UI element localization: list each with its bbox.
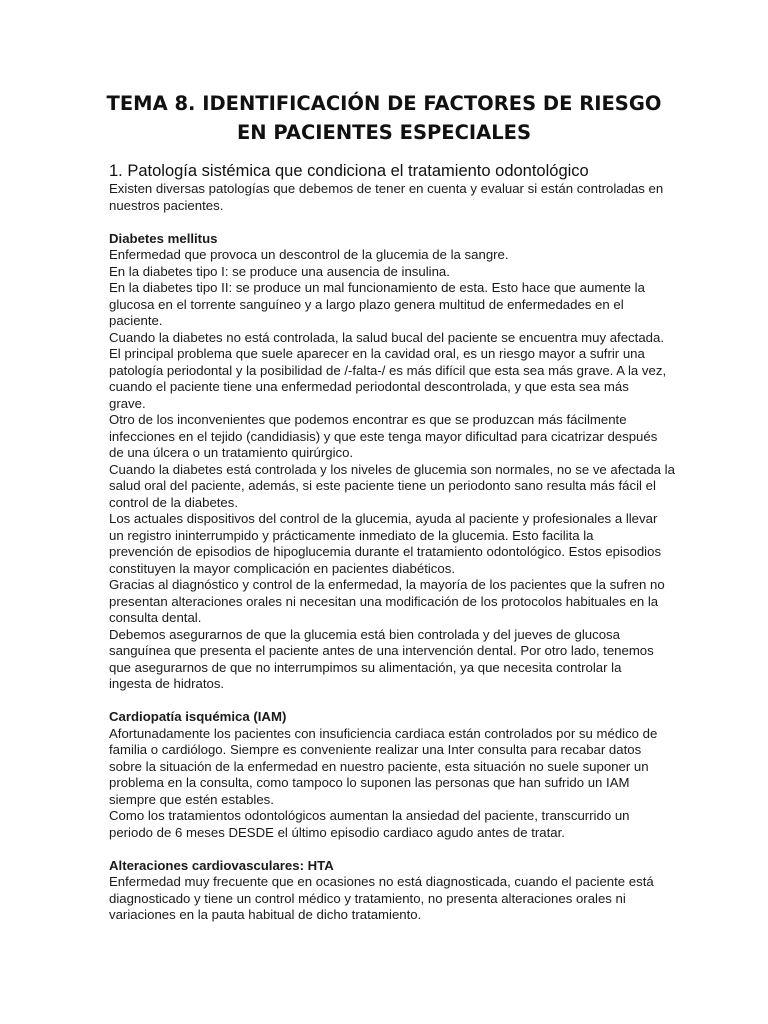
diabetes-line: un registro ininterrumpido y prácticamente inmediato de la glucemia. Esto facilita la [109,527,594,543]
cardiopatia-line: siempre que estén estables. [109,791,274,807]
diabetes-line: de una úlcera o un tratamiento quirúrgico. [109,445,354,460]
diabetes-line: El principal problema que suele aparecer en la cavidad oral, es un riesgo mayor a sufrir una [109,346,645,361]
diabetes-line: sanguínea que presenta el paciente antes de una intervención dental. Por otro lado, tenemos [109,643,654,658]
diabetes-line: Gracias al diagnóstico y control de la enfermedad, la mayoría de los pacientes que la sufren no [109,577,665,592]
diabetes-line: Cuando la diabetes no está controlada, la salud bucal del paciente se encuentra muy afectada. [109,329,664,345]
diabetes-line: control de la diabetes. [109,494,239,510]
diabetes-line: constituyen la mayor complicación en pacientes diabéticos. [109,560,455,576]
cardiopatia-line: sobre la situación de la enfermedad en nuestro paciente, esta situación no suele suponer un [109,758,649,774]
cardiopatia-line: periodo de 6 meses DESDE el último episodio cardiaco agudo antes de tratar. [109,824,565,840]
cardiopatia-line: problema en la consulta, como tampoco lo suponen las personas que han sufrido un IAM [109,775,630,790]
diabetes-line: salud oral del paciente, además, si este paciente tiene un periodonto sano resulta más fácil el [109,478,656,493]
hta-line: Enfermedad muy frecuente que en ocasiones no está diagnosticada, cuando el paciente está [109,874,654,889]
intro-line: Existen diversas patologías que debemos de tener en cuenta y evaluar si están controladas en [109,181,664,196]
diabetes-line: glucosa en el torrente sanguíneo y a largo plazo genera multitud de enfermedades en el [109,296,624,312]
diabetes-line: infecciones en el tejido (candidiasis) y que este tenga mayor dificultad para cicatrizar después [109,428,658,444]
diabetes-line: Otro de los inconvenientes que podemos encontrar es que se produzcan más fácilmente [109,412,627,427]
document-body [109,181,675,924]
cardiopatia-line: familia o cardiólogo. Siempre es conveniente realizar una Inter consulta para recabar datos [109,742,642,757]
diabetes-paragraph [109,247,675,693]
diabetes-line: grave. [109,395,146,411]
diabetes-line: presentan alteraciones orales ni necesitan una modificación de los protocolos habituales en la [109,593,659,609]
diabetes-line: consulta dental. [109,610,202,625]
diabetes-line: patología periodontal y la posibilidad de /-falta-/ es más difícil que esta sea más grave. A la vez, [109,362,667,378]
diabetes-line: En la diabetes tipo II: se produce un mal funcionamiento de esta. Esto hace que aumente la [109,280,645,295]
cardiopatia-heading: Cardiopatía isquémica (IAM) [109,709,287,724]
hta-line: diagnosticado y tiene un control médico y tratamiento, no presenta alteraciones orales ni [109,890,626,906]
title-line: TEMA 8. IDENTIFICACIÓN DE FACTORES DE RIESGO [106,92,662,115]
diabetes-line: Los actuales dispositivos del control de la glucemia, ayuda al paciente y profesionales a llevar [109,511,658,526]
hta-line: variaciones en la pauta habitual de dicho tratamiento. [109,907,422,922]
intro-line: nuestros pacientes. [109,197,224,213]
paragraph-spacer [109,841,664,858]
diabetes-line: que asegurarnos de que no interrumpimos su alimentación, ya que necesita controlar la [109,659,622,675]
diabetes-line: Cuando la diabetes está controlada y los niveles de glucemia son normales, no se ve afectada la [109,461,675,477]
diabetes-line: prevención de episodios de hipoglucemia durante el tratamiento odontológico. Estos episodios [109,544,662,559]
diabetes-line: Enfermedad que provoca un descontrol de la glucemia de la sangre. [109,247,509,262]
diabetes-heading: Diabetes mellitus [109,230,218,246]
section-heading: 1. Patología sistémica que condiciona el tratamiento odontológico [109,162,589,180]
paragraph-spacer [109,693,664,710]
hta-heading: Alteraciones cardiovasculares: HTA [109,857,334,873]
diabetes-line: ingesta de hidratos. [109,676,225,691]
hta-paragraph [109,874,664,924]
diabetes-line: cuando el paciente tiene una enfermedad periodontal descontrolada, y que esta sea más [109,379,629,394]
cardiopatia-line: Afortunadamente los pacientes con insuficiencia cardiaca están controlados por su médico de [109,725,658,741]
title-line: EN PACIENTES ESPECIALES [236,121,532,144]
diabetes-line: Debemos asegurarnos de que la glucemia está bien controlada y del jueves de glucosa [109,626,620,642]
diabetes-line: En la diabetes tipo I: se produce una ausencia de insulina. [109,263,450,279]
cardiopatia-paragraph [109,726,664,842]
cardiopatia-line: Como los tratamientos odontológicos aumentan la ansiedad del paciente, transcurrido un [109,808,630,823]
diabetes-line: paciente. [109,313,163,328]
document-title [60,89,708,147]
paragraph-spacer [109,214,664,231]
